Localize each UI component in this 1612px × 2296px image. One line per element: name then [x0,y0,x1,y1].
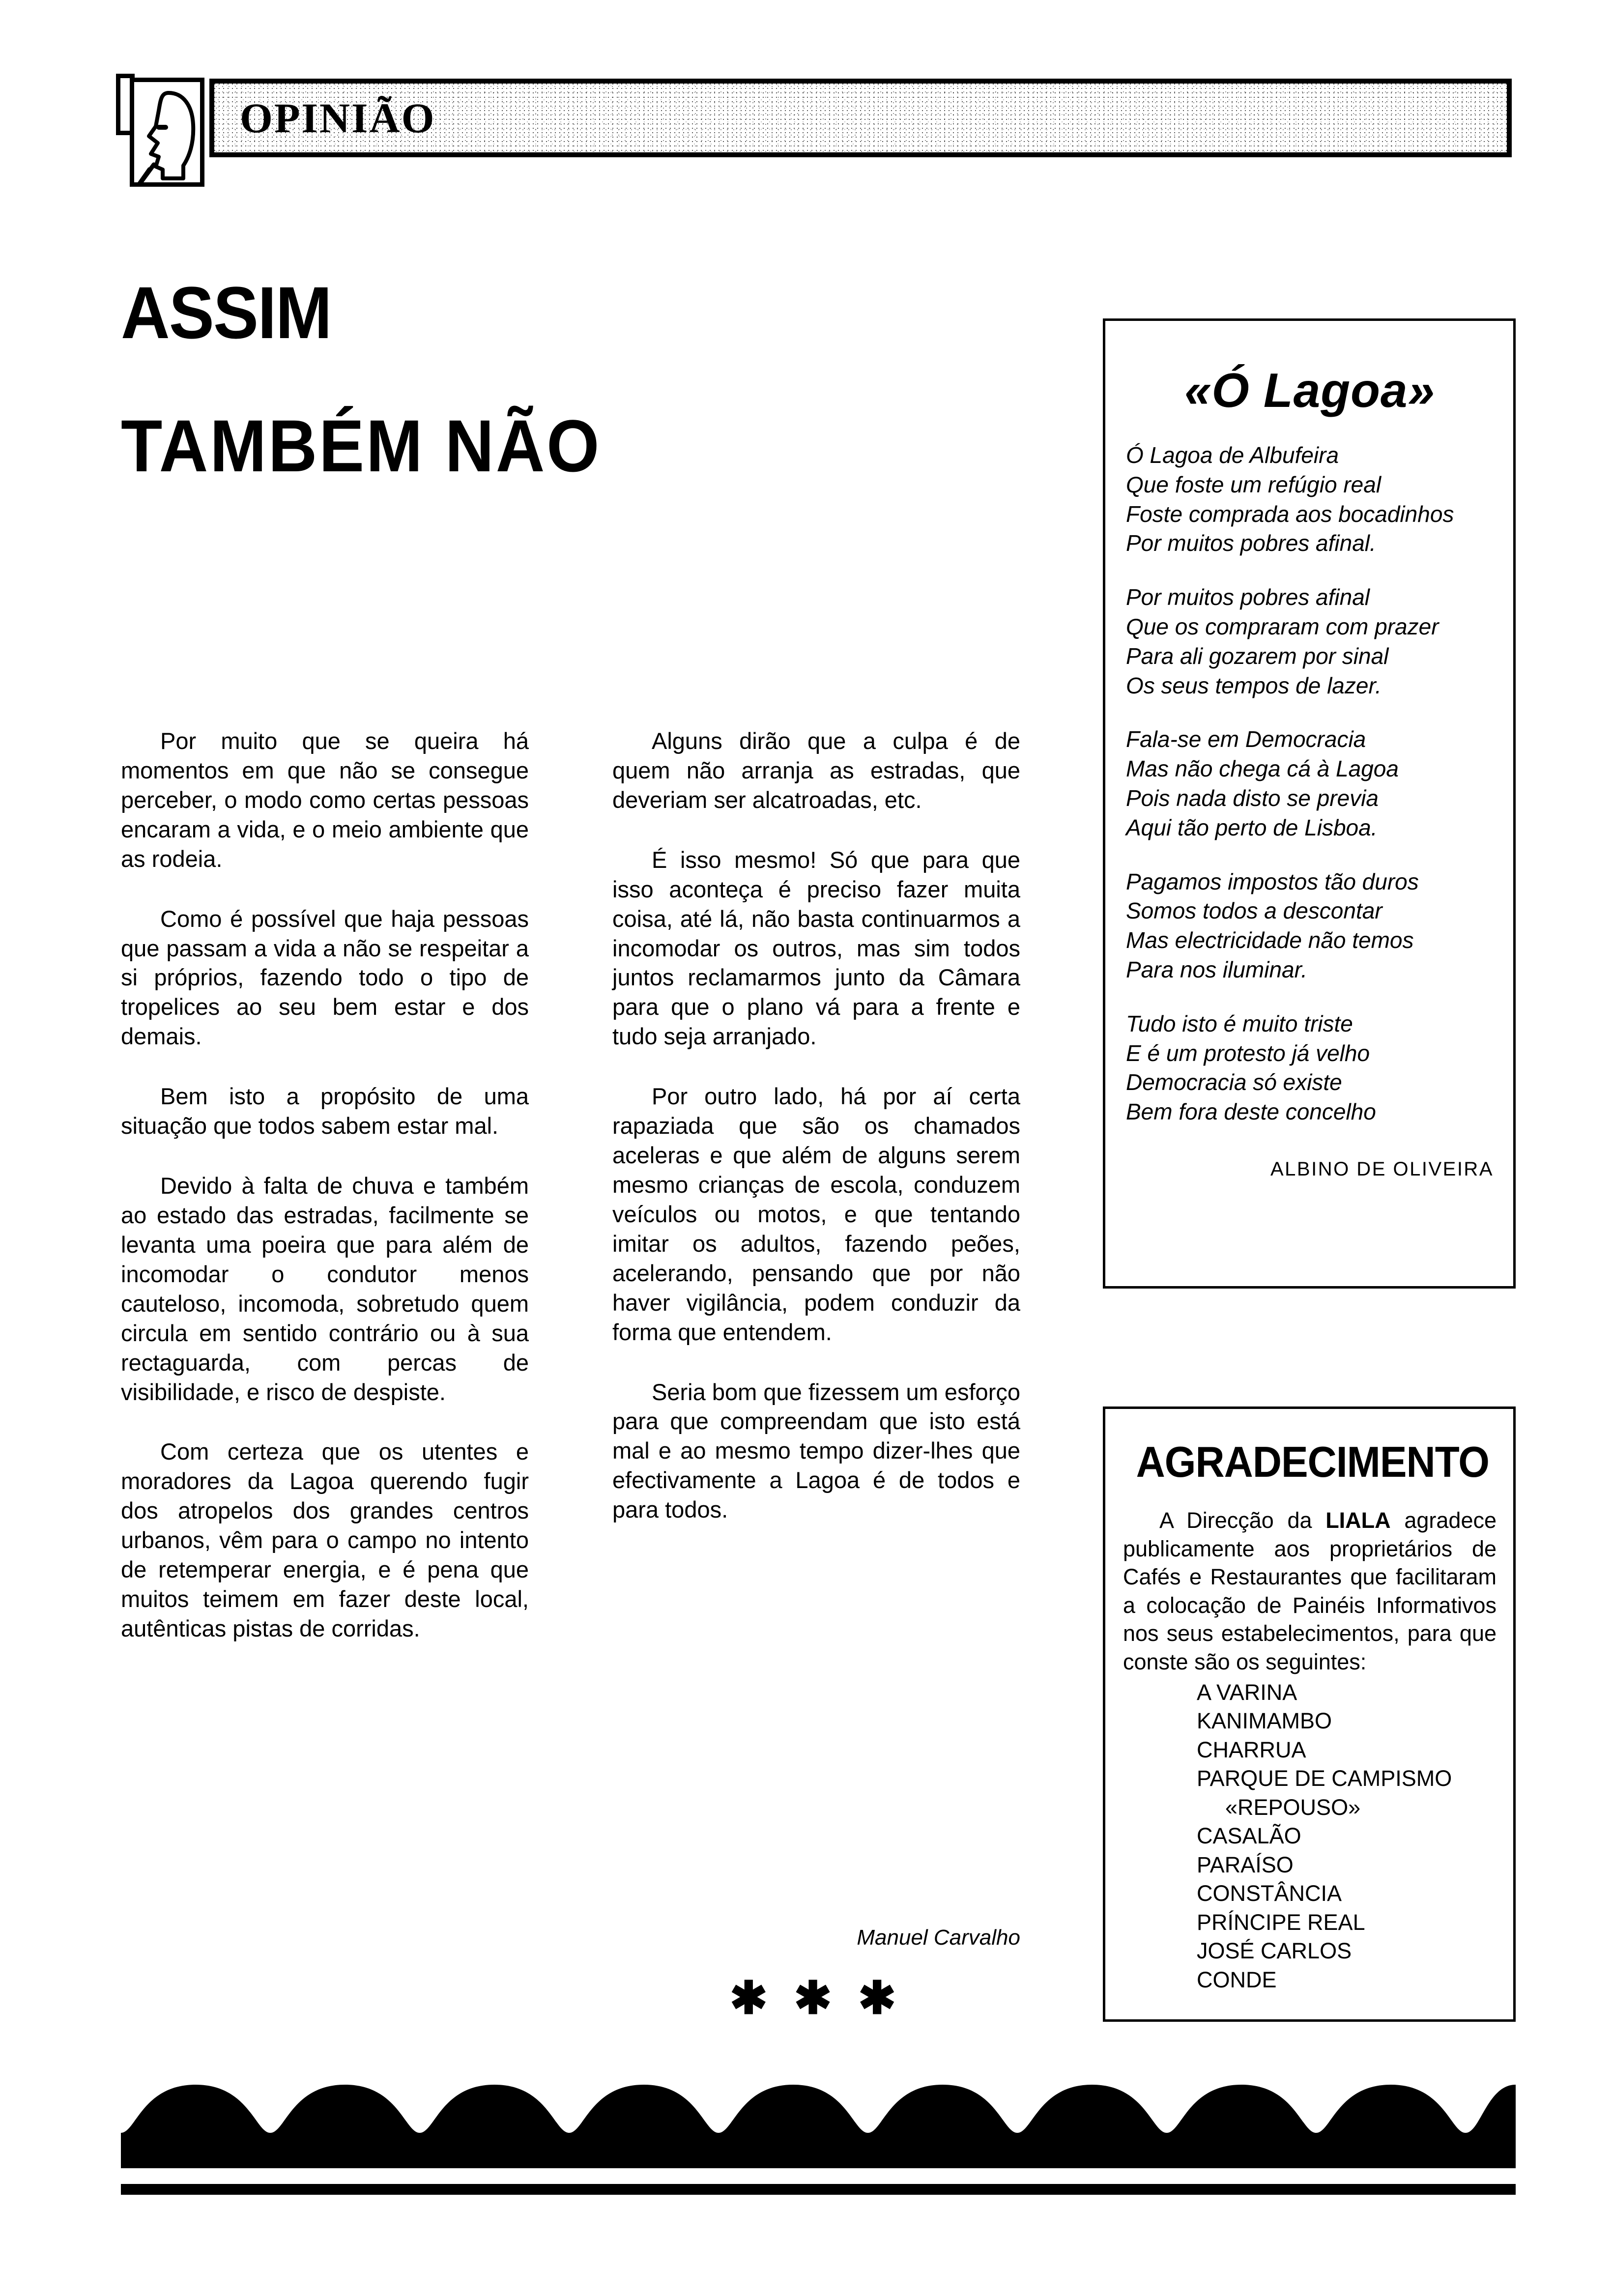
paragraph: Por muito que se queira há momentos em que não se consegue perceber, o modo como certas pessoas encaram a vida, e o meio ambiente que as rodeia. [121,728,529,872]
article-byline: Manuel Carvalho [857,1925,1020,1950]
poem-line: Mas não chega cá à Lagoa [1126,756,1399,782]
section-title: OPINIÃO [240,94,436,142]
list-item: CASALÃO [1197,1823,1301,1849]
poem-line: Para nos iluminar. [1126,956,1308,982]
poem-line: Democracia só existe [1126,1069,1342,1095]
organisation-name: LIALA [1325,1508,1391,1533]
section-masthead [116,74,1516,187]
poem-line: Fala-se em Democracia [1126,726,1366,752]
headline-line-1: ASSIM [121,271,331,354]
scalloped-wave-ornament [121,2070,1516,2168]
acknowledgement-text-pre: A Direcção da [1159,1508,1326,1533]
poem-line: Bem fora deste concelho [1126,1099,1376,1125]
paragraph: Seria bom que fizessem um esforço para que compreendam que isto está mal e ao mesmo tempo dizer-lhes que efectivamente a Lagoa é de todos e para todos. [612,1378,1020,1523]
poem-stanza [1126,867,1494,985]
poem-sidebar [1103,318,1516,1289]
poem-stanza [1126,441,1494,558]
section-banner [209,79,1512,157]
paragraph: Bem isto a propósito de uma situação que todos sabem estar mal. [121,1083,529,1139]
poem-line: Tudo isto é muito triste [1126,1010,1353,1036]
paragraph: Como é possível que haja pessoas que passam a vida a não se respeitar a si próprios, fazendo todo o tipo de tropelices ao seu bem estar e dos demais. [121,905,529,1050]
poem-line: Foste comprada aos bocadinhos [1126,501,1454,527]
list-item: A VARINA [1197,1679,1297,1705]
list-item: «REPOUSO» [1225,1794,1361,1820]
poem-line: Que foste um refúgio real [1126,471,1382,497]
headline-line-2: TAMBÉM NÃO [121,404,602,487]
poem-author: ALBINO DE OLIVEIRA [1270,1158,1494,1180]
paragraph: É isso mesmo! Só que para que isso aconteça é preciso fazer muita coisa, até lá, não basta continuarmos a incomodar os outros, mas sim todos juntos reclamarmos junto da Câmara para que o plano vá para a frente e tudo seja arranjado. [612,846,1020,1050]
poem-stanza [1126,1009,1494,1127]
paragraph: Devido à falta de chuva e também ao estado das estradas, facilmente se levanta uma poeira que para além de incomodar o condutor menos cauteloso, incomoda, sobretudo quem circula em sentido contrário ou à sua rectaguarda, com percas de visibilidade, e risco de despiste. [121,1173,529,1405]
poem-title: «Ó Lagoa» [1184,363,1436,417]
poem-stanza [1126,583,1494,700]
poem-line: Pagamos impostos tão duros [1126,868,1419,894]
poem-line: Pois nada disto se previa [1126,785,1379,811]
list-item: CONSTÂNCIA [1197,1881,1342,1906]
poem-line: E é um protesto já velho [1126,1040,1370,1066]
poem-line: Somos todos a descontar [1126,898,1382,924]
poem-stanza [1126,725,1494,842]
poem-line: Aqui tão perto de Lisboa. [1126,814,1378,840]
acknowledgement-text-post: agradece publicamente aos proprietários de Cafés e Restaurantes que facilitaram a colocação de Painéis Informativos nos seus estabelecimentos, para que conste são os seguintes: [1123,1508,1497,1674]
acknowledgement-title: AGRADECIMENTO [1136,1437,1490,1486]
paragraph: Por outro lado, há por aí certa rapaziada que são os chamados aceleras e que além de alguns serem mesmo crianças de escola, conduzem veículos ou motos, e que tentando imitar os adultos, fazendo peões, acelerando, pensando que por não haver vigilância, podem conduzir da forma que entendem. [612,1083,1020,1345]
poem-line: Ó Lagoa de Albufeira [1126,442,1339,468]
paragraph: Alguns dirão que a culpa é de quem não arranja as estradas, que deveriam ser alcatroadas, etc. [612,728,1020,813]
bottom-rule [121,2184,1516,2195]
poem-line: Por muitos pobres afinal [1126,584,1370,610]
list-item: CHARRUA [1197,1737,1306,1762]
poem-line: Para ali gozarem por sinal [1126,643,1389,669]
list-item: JOSÉ CARLOS [1197,1938,1352,1964]
acknowledgement-body [1123,1506,1497,1676]
article-end-divider: ✱ ✱ ✱ [729,1973,903,2023]
list-item: PARAÍSO [1197,1852,1294,1877]
establishment-list [1123,1678,1497,1995]
list-item: PRÍNCIPE REAL [1197,1909,1365,1935]
acknowledgement-box [1103,1406,1516,2022]
speaking-head-icon [130,78,204,187]
poem-line: Mas electricidade não temos [1126,927,1414,953]
poem-line: Que os compraram com prazer [1126,613,1439,639]
poem-line: Por muitos pobres afinal. [1126,530,1376,556]
poem-line: Os seus tempos de lazer. [1126,672,1382,698]
article-column-1 [121,726,529,1643]
list-item: CONDE [1197,1967,1277,1992]
paragraph: Com certeza que os utentes e moradores da Lagoa querendo fugir dos atropelos dos grandes centros urbanos, vêm para o campo no intento de retemperar energia, e é pena que muitos teimem em fazer deste local, autênticas pistas de corridas. [121,1438,529,1641]
article-column-2 [612,726,1020,1524]
list-item: PARQUE DE CAMPISMO [1197,1766,1452,1791]
list-item: KANIMAMBO [1197,1708,1332,1734]
page-title [121,271,981,487]
